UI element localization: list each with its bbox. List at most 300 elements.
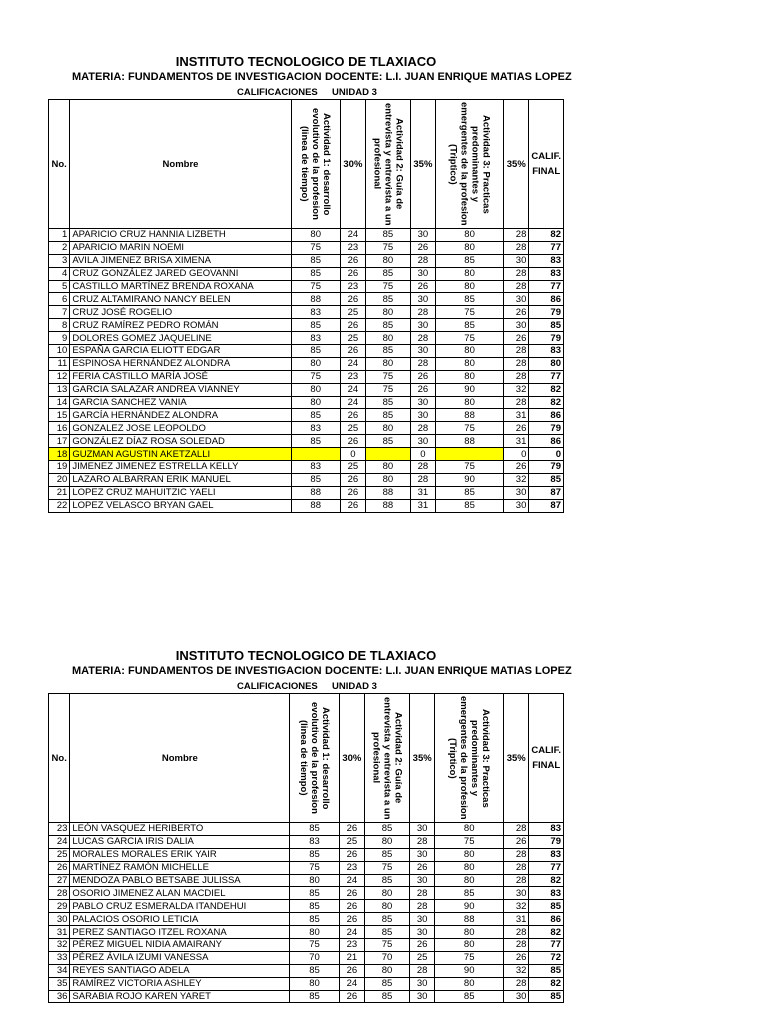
cell-name: LUCAS GARCIA IRIS DALIA — [70, 835, 290, 848]
cell-act1: 85 — [291, 267, 340, 280]
table-row — [49, 461, 564, 474]
cell-pct3: 28 — [504, 229, 529, 242]
cell-pct1: 26 — [340, 345, 365, 358]
cell-pct1: 26 — [339, 990, 364, 1003]
cell-act1: 80 — [291, 396, 340, 409]
cell-act1: 75 — [291, 280, 340, 293]
cell-number: 20 — [49, 473, 70, 486]
cell-pct2: 30 — [410, 926, 435, 939]
cell-pct2: 30 — [410, 409, 435, 422]
cell-act2: 80 — [365, 835, 410, 848]
cell-pct2: 25 — [410, 951, 435, 964]
cell-act3: 80 — [436, 357, 504, 370]
cell-number: 34 — [49, 964, 70, 977]
cell-pct3: 31 — [504, 409, 529, 422]
col-header-final: CALIF. FINAL — [529, 100, 564, 229]
col-header-act1 — [291, 100, 340, 229]
cell-pct1: 0 — [340, 448, 365, 461]
cell-number: 27 — [49, 874, 70, 887]
cell-number: 3 — [49, 254, 70, 267]
cell-act3: 88 — [436, 409, 504, 422]
act2-header-text: Actividad 2: Guía de entrevista y entrevista a un profesional — [371, 102, 405, 226]
cell-final: 82 — [529, 383, 564, 396]
table-row — [49, 913, 564, 926]
cell-pct3: 28 — [504, 823, 529, 836]
cell-final: 77 — [529, 280, 564, 293]
cell-final: 82 — [529, 229, 564, 242]
cell-act3: 75 — [436, 332, 504, 345]
cell-act1: 75 — [290, 939, 340, 952]
cell-act1: 85 — [290, 964, 340, 977]
cell-pct2: 31 — [410, 499, 435, 512]
cell-act3: 75 — [436, 461, 504, 474]
cell-pct1: 26 — [340, 267, 365, 280]
cell-name: LOPEZ CRUZ MAHUITZIC YAELI — [70, 486, 291, 499]
act1-header-text: Actividad 1: desarrollo evolutivo de la profesion (linea de tiempo) — [299, 108, 333, 220]
cell-name: GONZÁLEZ DÍAZ ROSA SOLEDAD — [70, 435, 291, 448]
subject-label: MATERIA: FUNDAMENTOS DE INVESTIGACION — [72, 71, 322, 83]
cell-act1: 75 — [291, 370, 340, 383]
cell-act1: 80 — [291, 383, 340, 396]
cell-act1: 85 — [290, 900, 340, 913]
col-header-pct2: 35% — [410, 694, 435, 823]
cell-name: ESPAÑA GARCIA ELIOTT EDGAR — [70, 345, 291, 358]
cell-final: 79 — [529, 306, 564, 319]
cell-number: 13 — [49, 383, 70, 396]
cell-act3: 80 — [435, 926, 504, 939]
cell-final: 87 — [529, 499, 564, 512]
cell-pct1: 24 — [340, 229, 365, 242]
table-row — [49, 977, 564, 990]
cell-act2: 85 — [366, 396, 411, 409]
cell-act2: 88 — [366, 499, 411, 512]
cell-act2: 85 — [366, 267, 411, 280]
teacher-label: DOCENTE: L.I. JUAN ENRIQUE MATIAS LOPEZ — [325, 665, 572, 677]
cell-number: 35 — [49, 977, 70, 990]
cell-number: 8 — [49, 319, 70, 332]
cell-act3: 75 — [435, 835, 504, 848]
cell-pct1: 25 — [340, 422, 365, 435]
cell-pct2: 30 — [410, 874, 435, 887]
cell-act1: 75 — [290, 861, 340, 874]
cell-pct3: 28 — [504, 357, 529, 370]
cell-pct1: 26 — [340, 486, 365, 499]
cell-final: 79 — [529, 835, 564, 848]
cell-pct2: 30 — [410, 267, 435, 280]
cell-pct1: 24 — [340, 396, 365, 409]
cell-pct1: 26 — [339, 848, 364, 861]
cell-number: 7 — [49, 306, 70, 319]
cell-final: 83 — [529, 887, 564, 900]
unit-label: UNIDAD 3 — [332, 87, 377, 98]
cell-number: 28 — [49, 887, 70, 900]
cell-pct2: 28 — [410, 835, 435, 848]
cell-name: CRUZ JOSÉ ROGELIO — [70, 306, 291, 319]
table-row — [49, 241, 564, 254]
cell-final: 77 — [529, 241, 564, 254]
cell-name: SARABIA ROJO KAREN YARET — [70, 990, 290, 1003]
cell-pct3: 30 — [504, 990, 529, 1003]
col-header-pct2: 35% — [410, 100, 435, 229]
institute-title: INSTITUTO TECNOLOGICO DE TLAXIACO — [175, 54, 437, 69]
cell-final: 85 — [529, 473, 564, 486]
cell-act2: 80 — [366, 254, 411, 267]
cell-name: MORALES MORALES ERIK YAIR — [70, 848, 290, 861]
cell-final: 80 — [529, 357, 564, 370]
cell-act3: 90 — [436, 383, 504, 396]
cell-act1: 85 — [291, 473, 340, 486]
cell-final: 86 — [529, 409, 564, 422]
cell-act3: 80 — [436, 241, 504, 254]
cell-final: 85 — [529, 900, 564, 913]
cell-name: PÉREZ MIGUEL NIDIA AMAIRANY — [70, 939, 290, 952]
cell-number: 22 — [49, 499, 70, 512]
cell-pct2: 28 — [410, 254, 435, 267]
cell-act1: 85 — [291, 319, 340, 332]
cell-act2: 80 — [365, 964, 410, 977]
cell-number: 4 — [49, 267, 70, 280]
cell-number: 17 — [49, 435, 70, 448]
cell-final: 79 — [529, 332, 564, 345]
table-row — [49, 823, 564, 836]
cell-pct1: 25 — [340, 306, 365, 319]
cell-act2: 85 — [365, 990, 410, 1003]
cell-pct1: 25 — [340, 461, 365, 474]
table-row — [49, 473, 564, 486]
col-header-pct1: 30% — [339, 694, 364, 823]
cell-act3: 80 — [436, 370, 504, 383]
cell-pct3: 30 — [504, 486, 529, 499]
cell-pct3: 28 — [504, 977, 529, 990]
cell-number: 18 — [49, 448, 70, 461]
table-row — [49, 280, 564, 293]
table-row — [49, 990, 564, 1003]
cell-final: 83 — [529, 254, 564, 267]
cell-number: 11 — [49, 357, 70, 370]
col-header-no: No. — [49, 694, 70, 823]
cell-act2: 80 — [366, 461, 411, 474]
col-header-act3 — [436, 100, 504, 229]
table-row — [49, 835, 564, 848]
cell-act1: 80 — [290, 977, 340, 990]
table-row — [49, 332, 564, 345]
cell-act3: 85 — [435, 990, 504, 1003]
cell-number: 36 — [49, 990, 70, 1003]
cell-act2: 75 — [366, 241, 411, 254]
table-row — [49, 951, 564, 964]
cell-pct2: 30 — [410, 990, 435, 1003]
cell-act3: 80 — [436, 345, 504, 358]
cell-act3: 80 — [436, 229, 504, 242]
cell-pct2: 26 — [410, 370, 435, 383]
table-row — [49, 874, 564, 887]
grades-table — [48, 99, 564, 513]
cell-pct3: 28 — [504, 939, 529, 952]
cell-act3: 80 — [435, 848, 504, 861]
cell-act2: 85 — [365, 913, 410, 926]
cell-name: MENDOZA PABLO BETSABE JULISSA — [70, 874, 290, 887]
cell-act2: 80 — [365, 900, 410, 913]
cell-pct3: 30 — [504, 293, 529, 306]
cell-act1: 83 — [291, 461, 340, 474]
cell-pct3: 30 — [504, 887, 529, 900]
cell-act3: 90 — [436, 473, 504, 486]
cell-number: 26 — [49, 861, 70, 874]
cell-pct1: 24 — [339, 874, 364, 887]
cell-final: 82 — [529, 396, 564, 409]
cell-act1: 83 — [291, 422, 340, 435]
cell-pct3: 30 — [504, 254, 529, 267]
cell-act3: 85 — [436, 486, 504, 499]
cell-pct3: 28 — [504, 267, 529, 280]
cell-pct3: 31 — [504, 435, 529, 448]
cell-pct2: 30 — [410, 823, 435, 836]
cell-name: CASTILLO MARTÍNEZ BRENDA ROXANA — [70, 280, 291, 293]
cell-name: FERIA CASTILLO MARÍA JOSÉ — [70, 370, 291, 383]
cell-number: 10 — [49, 345, 70, 358]
cell-pct2: 30 — [410, 435, 435, 448]
cell-act3: 80 — [435, 977, 504, 990]
cell-final: 82 — [529, 977, 564, 990]
cell-act3: 75 — [436, 422, 504, 435]
cell-pct3: 32 — [504, 473, 529, 486]
cell-act2: 75 — [365, 861, 410, 874]
table-row — [49, 370, 564, 383]
cell-number: 6 — [49, 293, 70, 306]
cell-act1: 85 — [290, 848, 340, 861]
cell-act2: 80 — [366, 306, 411, 319]
cell-pct1: 23 — [339, 861, 364, 874]
cell-pct3: 30 — [504, 499, 529, 512]
cell-final: 83 — [529, 267, 564, 280]
cell-pct3: 28 — [504, 396, 529, 409]
cell-act1: 83 — [291, 306, 340, 319]
table-body-2 — [49, 823, 564, 1003]
cell-act3: 80 — [436, 396, 504, 409]
cell-final: 85 — [529, 964, 564, 977]
col-header-act1 — [290, 694, 340, 823]
cell-act2: 85 — [365, 874, 410, 887]
cell-act1: 80 — [290, 874, 340, 887]
cell-pct2: 28 — [410, 306, 435, 319]
cell-pct1: 26 — [340, 319, 365, 332]
cell-act1: 85 — [290, 913, 340, 926]
cell-pct3: 32 — [504, 964, 529, 977]
col-header-pct3: 35% — [504, 100, 529, 229]
cell-number: 29 — [49, 900, 70, 913]
cell-name: CRUZ RAMÍREZ PEDRO ROMÁN — [70, 319, 291, 332]
cell-final: 86 — [529, 913, 564, 926]
cell-name: APARICIO MARIN NOEMI — [70, 241, 291, 254]
cell-act3: 90 — [435, 964, 504, 977]
cell-act1: 80 — [291, 229, 340, 242]
table-row — [49, 486, 564, 499]
cell-act3: 80 — [435, 874, 504, 887]
act2-header-text: Actividad 2: Guía de entrevista y entrevista a un profesional — [370, 696, 404, 820]
col-header-no: No. — [49, 100, 70, 229]
cell-act2: 88 — [366, 486, 411, 499]
cell-name: PALACIOS OSORIO LETICIA — [70, 913, 290, 926]
cell-pct2: 30 — [410, 913, 435, 926]
grades-label: CALIFICACIONES — [237, 681, 318, 692]
cell-pct3: 26 — [504, 835, 529, 848]
cell-pct2: 26 — [410, 383, 435, 396]
cell-name: RAMÍREZ VICTORIA ASHLEY — [70, 977, 290, 990]
cell-pct2: 30 — [410, 396, 435, 409]
cell-pct1: 26 — [340, 293, 365, 306]
cell-name: LEÓN VASQUEZ HERIBERTO — [70, 823, 290, 836]
act3-header-text: Actividad 3: Practicas predominantes y emergentes de la profesion (Triptico) — [447, 696, 492, 820]
cell-number: 15 — [49, 409, 70, 422]
cell-number: 33 — [49, 951, 70, 964]
cell-number: 1 — [49, 229, 70, 242]
cell-act2: 85 — [365, 823, 410, 836]
teacher-label: DOCENTE: L.I. JUAN ENRIQUE MATIAS LOPEZ — [325, 71, 572, 83]
cell-pct2: 28 — [410, 461, 435, 474]
cell-pct2: 30 — [410, 848, 435, 861]
cell-name: DOLORES GOMEZ JAQUELINE — [70, 332, 291, 345]
table-row — [49, 267, 564, 280]
cell-act1: 88 — [291, 293, 340, 306]
cell-pct3: 28 — [504, 345, 529, 358]
cell-pct2: 28 — [410, 964, 435, 977]
col-header-act3 — [435, 694, 504, 823]
cell-pct3: 32 — [504, 383, 529, 396]
cell-number: 32 — [49, 939, 70, 952]
cell-pct2: 30 — [410, 293, 435, 306]
cell-number: 30 — [49, 913, 70, 926]
cell-pct3: 28 — [504, 241, 529, 254]
cell-pct2: 28 — [410, 357, 435, 370]
cell-pct2: 30 — [410, 319, 435, 332]
cell-number: 24 — [49, 835, 70, 848]
cell-act2: 80 — [366, 422, 411, 435]
cell-pct1: 26 — [339, 887, 364, 900]
table-row — [49, 383, 564, 396]
cell-pct1: 26 — [340, 435, 365, 448]
table-row — [49, 254, 564, 267]
cell-act2: 85 — [366, 319, 411, 332]
table-row — [49, 319, 564, 332]
cell-name: GONZALEZ JOSE LEOPOLDO — [70, 422, 291, 435]
table-row — [49, 926, 564, 939]
cell-number: 9 — [49, 332, 70, 345]
cell-pct2: 0 — [410, 448, 435, 461]
cell-pct3: 26 — [504, 422, 529, 435]
cell-name: MARTÍNEZ RAMÓN MICHELLE — [70, 861, 290, 874]
grades-table — [48, 693, 564, 1003]
cell-pct1: 26 — [340, 473, 365, 486]
cell-act2: 70 — [365, 951, 410, 964]
cell-final: 86 — [529, 435, 564, 448]
unit-label: UNIDAD 3 — [332, 681, 377, 692]
table-row — [49, 345, 564, 358]
cell-pct2: 31 — [410, 486, 435, 499]
cell-name: OSORIO JIMENEZ ALAN MACDIEL — [70, 887, 290, 900]
cell-act2: 85 — [365, 926, 410, 939]
cell-pct1: 24 — [339, 977, 364, 990]
col-header-final: CALIF. FINAL — [529, 694, 564, 823]
cell-act2: 75 — [365, 939, 410, 952]
table-body-1 — [49, 229, 564, 513]
table-row — [49, 939, 564, 952]
cell-act2 — [366, 448, 411, 461]
cell-pct2: 30 — [410, 977, 435, 990]
cell-pct2: 28 — [410, 900, 435, 913]
cell-pct1: 26 — [339, 964, 364, 977]
cell-final: 79 — [529, 461, 564, 474]
cell-act1: 75 — [291, 241, 340, 254]
cell-act1: 80 — [290, 926, 340, 939]
cell-name: PABLO CRUZ ESMERALDA ITANDEHUI — [70, 900, 290, 913]
cell-pct1: 25 — [340, 332, 365, 345]
cell-pct1: 26 — [340, 254, 365, 267]
cell-pct3: 31 — [504, 913, 529, 926]
cell-pct1: 25 — [339, 835, 364, 848]
cell-final: 85 — [529, 319, 564, 332]
cell-pct1: 21 — [339, 951, 364, 964]
cell-number: 14 — [49, 396, 70, 409]
table-row — [49, 887, 564, 900]
cell-pct3: 26 — [504, 306, 529, 319]
table-row — [49, 448, 564, 461]
cell-final: 82 — [529, 874, 564, 887]
cell-final: 87 — [529, 486, 564, 499]
table-row — [49, 229, 564, 242]
cell-act3: 88 — [435, 913, 504, 926]
col-header-act2 — [366, 100, 411, 229]
subject-label: MATERIA: FUNDAMENTOS DE INVESTIGACION — [72, 665, 322, 677]
cell-final: 85 — [529, 990, 564, 1003]
cell-pct3: 30 — [504, 319, 529, 332]
col-header-pct1: 30% — [340, 100, 365, 229]
table-row — [49, 900, 564, 913]
cell-act1: 85 — [291, 345, 340, 358]
cell-name: LAZARO ALBARRAN ERIK MANUEL — [70, 473, 291, 486]
cell-final: 83 — [529, 848, 564, 861]
cell-act3: 80 — [436, 280, 504, 293]
cell-name: REYES SANTIAGO ADELA — [70, 964, 290, 977]
cell-number: 25 — [49, 848, 70, 861]
cell-pct2: 26 — [410, 241, 435, 254]
cell-act1: 85 — [291, 254, 340, 267]
cell-final: 86 — [529, 293, 564, 306]
cell-name: PÉREZ ÁVILA IZUMI VANESSA — [70, 951, 290, 964]
cell-act3: 80 — [435, 861, 504, 874]
cell-pct2: 28 — [410, 422, 435, 435]
cell-act3: 85 — [436, 254, 504, 267]
cell-pct1: 23 — [339, 939, 364, 952]
cell-act3: 90 — [435, 900, 504, 913]
grades-label: CALIFICACIONES — [237, 87, 318, 98]
cell-pct1: 24 — [340, 383, 365, 396]
cell-act2: 75 — [366, 383, 411, 396]
col-header-act2 — [365, 694, 410, 823]
cell-final: 72 — [529, 951, 564, 964]
table-row — [49, 964, 564, 977]
cell-name: GARCÍA HERNÁNDEZ ALONDRA — [70, 409, 291, 422]
cell-pct1: 23 — [340, 241, 365, 254]
cell-number: 2 — [49, 241, 70, 254]
cell-act3: 88 — [436, 435, 504, 448]
table-row — [49, 396, 564, 409]
table-row — [49, 293, 564, 306]
cell-number: 23 — [49, 823, 70, 836]
cell-act2: 75 — [366, 370, 411, 383]
table-row — [49, 422, 564, 435]
cell-act3: 80 — [436, 267, 504, 280]
col-header-pct3: 35% — [504, 694, 529, 823]
